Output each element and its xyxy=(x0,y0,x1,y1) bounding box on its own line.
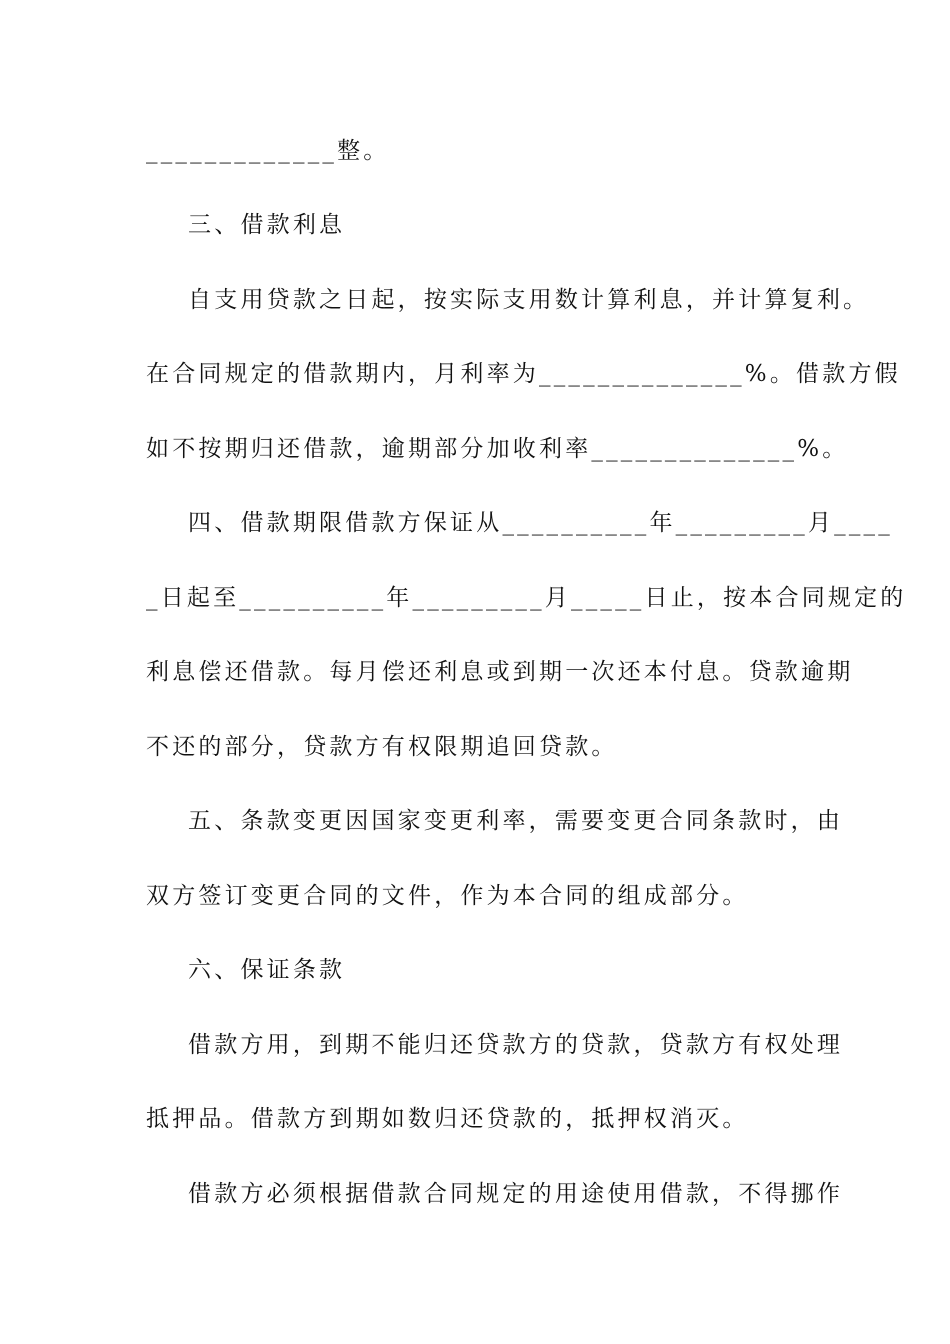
text-line: 自支用贷款之日起，按实际支用数计算利息，并计算复利。 xyxy=(146,287,870,313)
text-line: 如不按期归还借款，逾期部分加收利率______________%。 xyxy=(146,436,849,462)
text-line: _日起至__________年_________月_____日止，按本合同规定的 xyxy=(146,585,907,611)
text-line: 利息偿还借款。每月偿还利息或到期一次还本付息。贷款逾期 xyxy=(146,659,854,685)
text-line-amount-end: _____________整。 xyxy=(146,138,390,164)
text-line: 抵押品。借款方到期如数归还贷款的，抵押权消灭。 xyxy=(146,1106,749,1132)
text-line: 不还的部分，贷款方有权限期追回贷款。 xyxy=(146,734,618,760)
text-line: 借款方必须根据借款合同规定的用途使用借款，不得挪作 xyxy=(146,1181,844,1207)
section-heading-amendment: 五、条款变更因国家变更利率，需要变更合同条款时，由 xyxy=(146,808,844,834)
section-heading-guarantee: 六、保证条款 xyxy=(146,957,346,983)
text-line: 借款方用，到期不能归还贷款方的贷款，贷款方有权处理 xyxy=(146,1032,844,1058)
section-heading-term: 四、借款期限借款方保证从__________年_________月____ xyxy=(146,510,893,536)
section-heading-interest: 三、借款利息 xyxy=(146,212,346,238)
text-line: 双方签订变更合同的文件，作为本合同的组成部分。 xyxy=(146,883,749,909)
text-line: 在合同规定的借款期内，月利率为______________%。借款方假 xyxy=(146,361,901,387)
